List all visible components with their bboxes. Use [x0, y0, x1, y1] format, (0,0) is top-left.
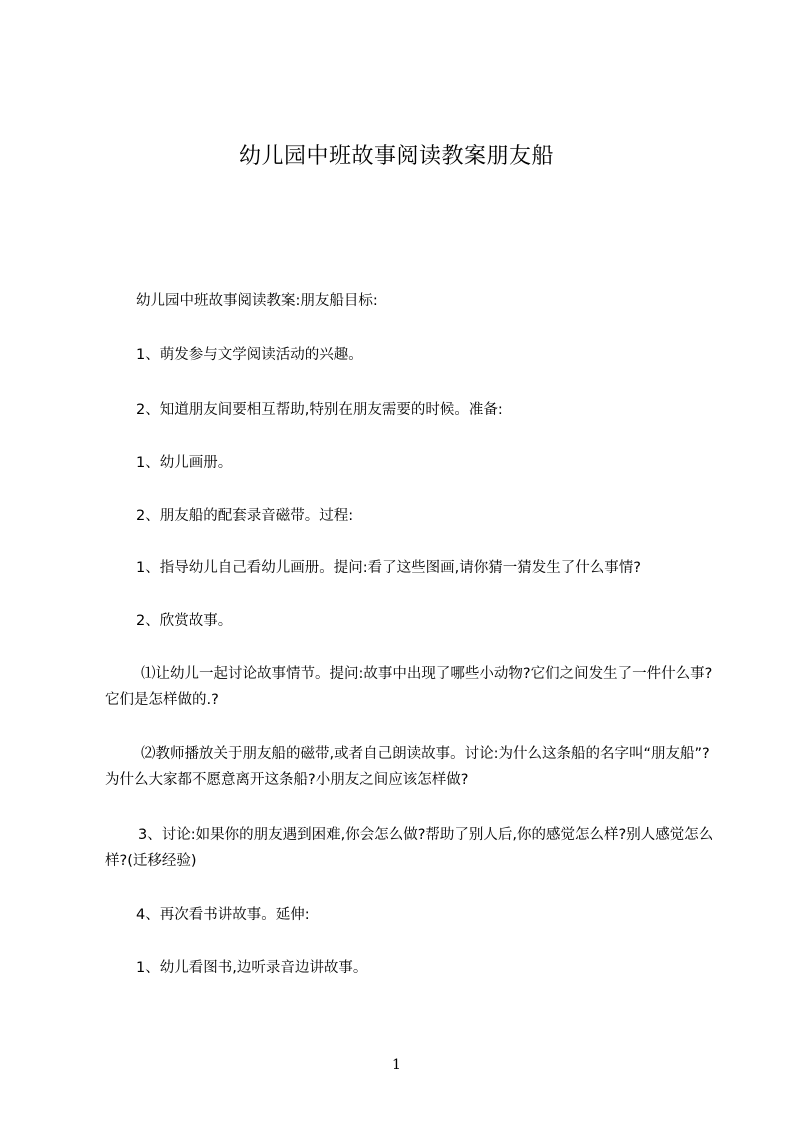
paragraph-objectives: 幼儿园中班故事阅读教案:朋友船目标: — [136, 293, 378, 309]
paragraph-process-3: 3、讨论:如果你的朋友遇到困难,你会怎么做?帮助了别人后,你的感觉怎么样?别人感觉怎么样?(迁移经验) — [105, 827, 714, 869]
paragraph-process-1: 1、指导幼儿自己看幼儿画册。提问:看了这些图画,请你猜一猜发生了什么事情? — [136, 560, 641, 576]
page-number: 1 — [392, 1057, 401, 1073]
paragraph-process-2: 2、欣赏故事。 — [136, 613, 233, 629]
paragraph-discussion-2: ⑵教师播放关于朋友船的磁带,或者自己朗读故事。讨论:为什么这条船的名字叫“朋友船”?为什么大家都不愿意离开这条船?小朋友之间应该怎样做? — [105, 746, 710, 788]
paragraph-prep-2: 2、朋友船的配套录音磁带。过程: — [136, 508, 354, 524]
paragraph-discussion-1: ⑴让幼儿一起讨论故事情节。提问:故事中出现了哪些小动物?它们之间发生了一件什么事?它们是怎样做的.? — [105, 666, 713, 708]
paragraph-extension-1: 1、幼儿看图书,边听录音边讲故事。 — [136, 960, 368, 976]
paragraph-objective-1: 1、萌发参与文学阅读活动的兴趣。 — [136, 347, 363, 363]
document-title: 幼儿园中班故事阅读教案朋友船 — [238, 144, 554, 169]
paragraph-objective-2: 2、知道朋友间要相互帮助,特别在朋友需要的时候。准备: — [136, 402, 503, 418]
paragraph-prep-1: 1、幼儿画册。 — [136, 455, 233, 471]
paragraph-process-4: 4、再次看书讲故事。延伸: — [136, 907, 310, 923]
